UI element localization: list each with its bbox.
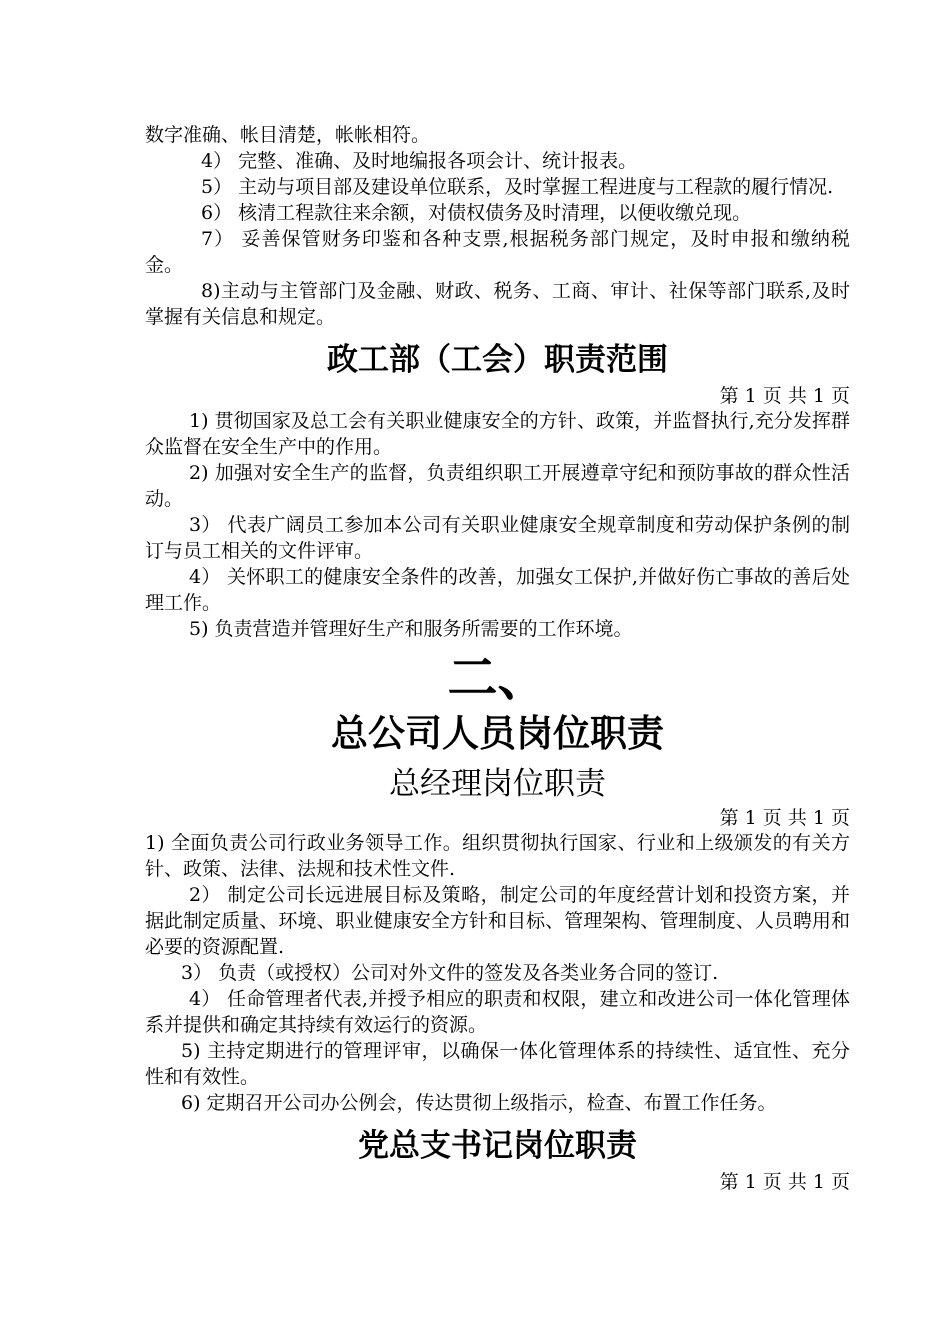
section-title: 党总支书记岗位职责 <box>358 1128 637 1164</box>
paragraph: 3） 负责（或授权）公司对外文件的签发及各类业务合同的签订. <box>181 962 719 984</box>
paragraph: 2) 加强对安全生产的监督，负责组织职工开展遵章守纪和预防事故的群众性活动。 <box>145 462 850 510</box>
paragraph: 2） 制定公司长远进展目标及策略，制定公司的年度经营计划和投资方案，并据此制定质量、环境、职业健康安全方针和目标、管理架构、管理制度、人员聘用和必要的资源配置. <box>145 884 850 958</box>
paragraph: 3） 代表广阔员工参加本公司有关职业健康安全规章制度和劳动保护条例的制订与员工相关的文件评审。 <box>145 514 850 562</box>
part-title: 总公司人员岗位职责 <box>331 712 664 755</box>
paragraph: 5) 主持定期进行的管理评审，以确保一体化管理体系的持续性、适宜性、充分性和有效性。 <box>145 1040 850 1088</box>
document-page <box>145 122 850 1194</box>
paragraph: 1) 全面负责公司行政业务领导工作。组织贯彻执行国家、行业和上级颁发的有关方针、政策、法律、法规和技术性文件. <box>145 832 850 880</box>
paragraph: 6) 定期召开公司办公例会，传达贯彻上级指示，检查、布置工作任务。 <box>181 1092 777 1114</box>
page-number: 第 1 页 共 1 页 <box>719 807 850 829</box>
paragraph: 8)主动与主管部门及金融、财政、税务、工商、审计、社保等部门联系,及时掌握有关信息和规定。 <box>145 280 850 328</box>
paragraph: 5) 负责营造并管理好生产和服务所需要的工作环境。 <box>189 618 633 640</box>
paragraph: 6） 核清工程款往来余额，对债权债务及时清理，以便收缴兑现。 <box>201 202 752 224</box>
paragraph: 7） 妥善保管财务印鉴和各种支票,根据税务部门规定，及时申报和缴纳税金。 <box>145 228 850 276</box>
part-number: 二、 <box>447 649 548 707</box>
finance-duties-continued <box>145 122 850 330</box>
gm-section <box>145 762 850 1116</box>
page-number: 第 1 页 共 1 页 <box>719 385 850 407</box>
section-title: 政工部（工会）职责范围 <box>327 342 668 378</box>
paragraph: 4） 关怀职工的健康安全条件的改善，加强女工保护,并做好伤亡事故的善后处理工作。 <box>145 566 850 614</box>
paragraph: 5） 主动与项目部及建设单位联系，及时掌握工程进度与工程款的履行情况. <box>201 176 834 198</box>
paragraph: 4） 完整、准确、及时地编报各项会计、统计报表。 <box>201 150 638 172</box>
party-section <box>145 1124 850 1194</box>
page-number: 第 1 页 共 1 页 <box>719 1171 850 1193</box>
paragraph: 数字准确、帐目清楚，帐帐相符。 <box>145 124 431 146</box>
part-two-heading <box>145 648 850 760</box>
paragraph: 4） 任命管理者代表,并授予相应的职责和权限，建立和改进公司一体化管理体系并提供和确定其持续有效运行的资源。 <box>145 988 850 1036</box>
union-section <box>145 338 850 642</box>
section-title: 总经理岗位职责 <box>389 766 606 802</box>
paragraph: 1) 贯彻国家及总工会有关职业健康安全的方针、政策，并监督执行,充分发挥群众监督在安全生产中的作用。 <box>145 410 850 458</box>
